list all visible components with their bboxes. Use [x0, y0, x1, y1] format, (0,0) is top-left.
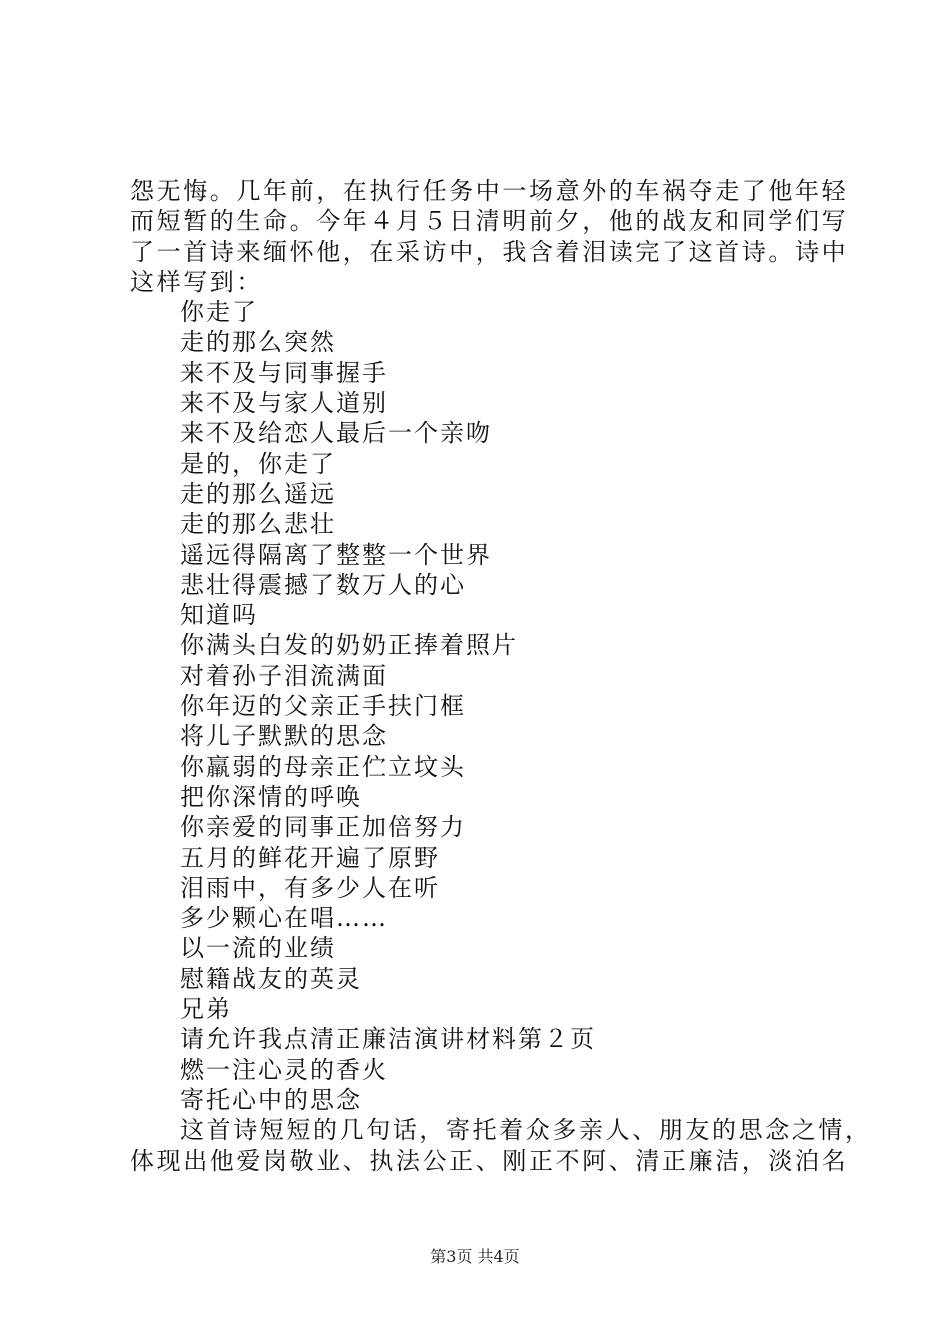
poem-line: 走的那么突然	[180, 328, 336, 357]
poem-line: 你羸弱的母亲正伫立坟头	[180, 752, 466, 781]
poem-line: 走的那么悲壮	[180, 510, 336, 539]
poem-line: 五月的鲜花开遍了原野	[180, 843, 440, 872]
poem-line: 兄弟	[180, 995, 232, 1024]
paragraph-reflection	[130, 1115, 872, 1176]
poem-line: 你走了	[180, 298, 258, 327]
poem-line: 燃一注心灵的香火	[180, 1055, 388, 1084]
poem-line: 泪雨中，有多少人在听	[180, 873, 440, 902]
poem-line: 将儿子默默的思念	[180, 722, 388, 751]
poem-line: 多少颗心在唱……	[180, 904, 388, 933]
text-line: 了一首诗来缅怀他，在采访中，我含着泪读完了这首诗。诗中	[130, 237, 849, 266]
text-line: 这样写到：	[130, 267, 263, 296]
poem-line: 慰籍战友的英灵	[180, 964, 362, 993]
text-line: 体现出他爱岗敬业、执法公正、刚正不阿、清正廉洁，淡泊名	[130, 1146, 849, 1175]
poem-line: 对着孙子泪流满面	[180, 661, 388, 690]
poem-line: 寄托心中的思念	[180, 1085, 362, 1114]
poem-line: 遥远得隔离了整整一个世界	[180, 540, 492, 569]
poem-line: 你年迈的父亲正手扶门框	[180, 692, 466, 721]
poem-line: 知道吗	[180, 601, 258, 630]
poem-line: 走的那么遥远	[180, 479, 336, 508]
poem-line: 以一流的业绩	[180, 934, 336, 963]
poem-line: 你亲爱的同事正加倍努力	[180, 813, 466, 842]
poem	[130, 297, 830, 1115]
poem-line: 来不及与家人道别	[180, 389, 388, 418]
text-line: 怨无悔。几年前，在执行任务中一场意外的车祸夺走了他年轻	[130, 177, 849, 205]
poem-line: 悲壮得震撼了数万人的心	[180, 570, 466, 599]
paragraph-intro	[130, 176, 849, 297]
page-number-footer: 第3页 共4页	[430, 1247, 520, 1266]
document-body	[130, 176, 872, 1176]
text-line: 而短暂的生命。今年４月５日清明前夕，他的战友和同学们写	[130, 207, 849, 236]
poem-line: 你满头白发的奶奶正捧着照片	[180, 631, 518, 660]
text-line: 这首诗短短的几句话，寄托着众多亲人、朋友的思念之情，	[180, 1116, 872, 1145]
poem-line: 来不及与同事握手	[180, 358, 388, 387]
poem-line: 来不及给恋人最后一个亲吻	[180, 419, 492, 448]
poem-line: 把你深情的呼唤	[180, 782, 362, 811]
poem-line: 请允许我点清正廉洁演讲材料第２页	[180, 1025, 596, 1054]
poem-line: 是的，你走了	[180, 449, 336, 478]
